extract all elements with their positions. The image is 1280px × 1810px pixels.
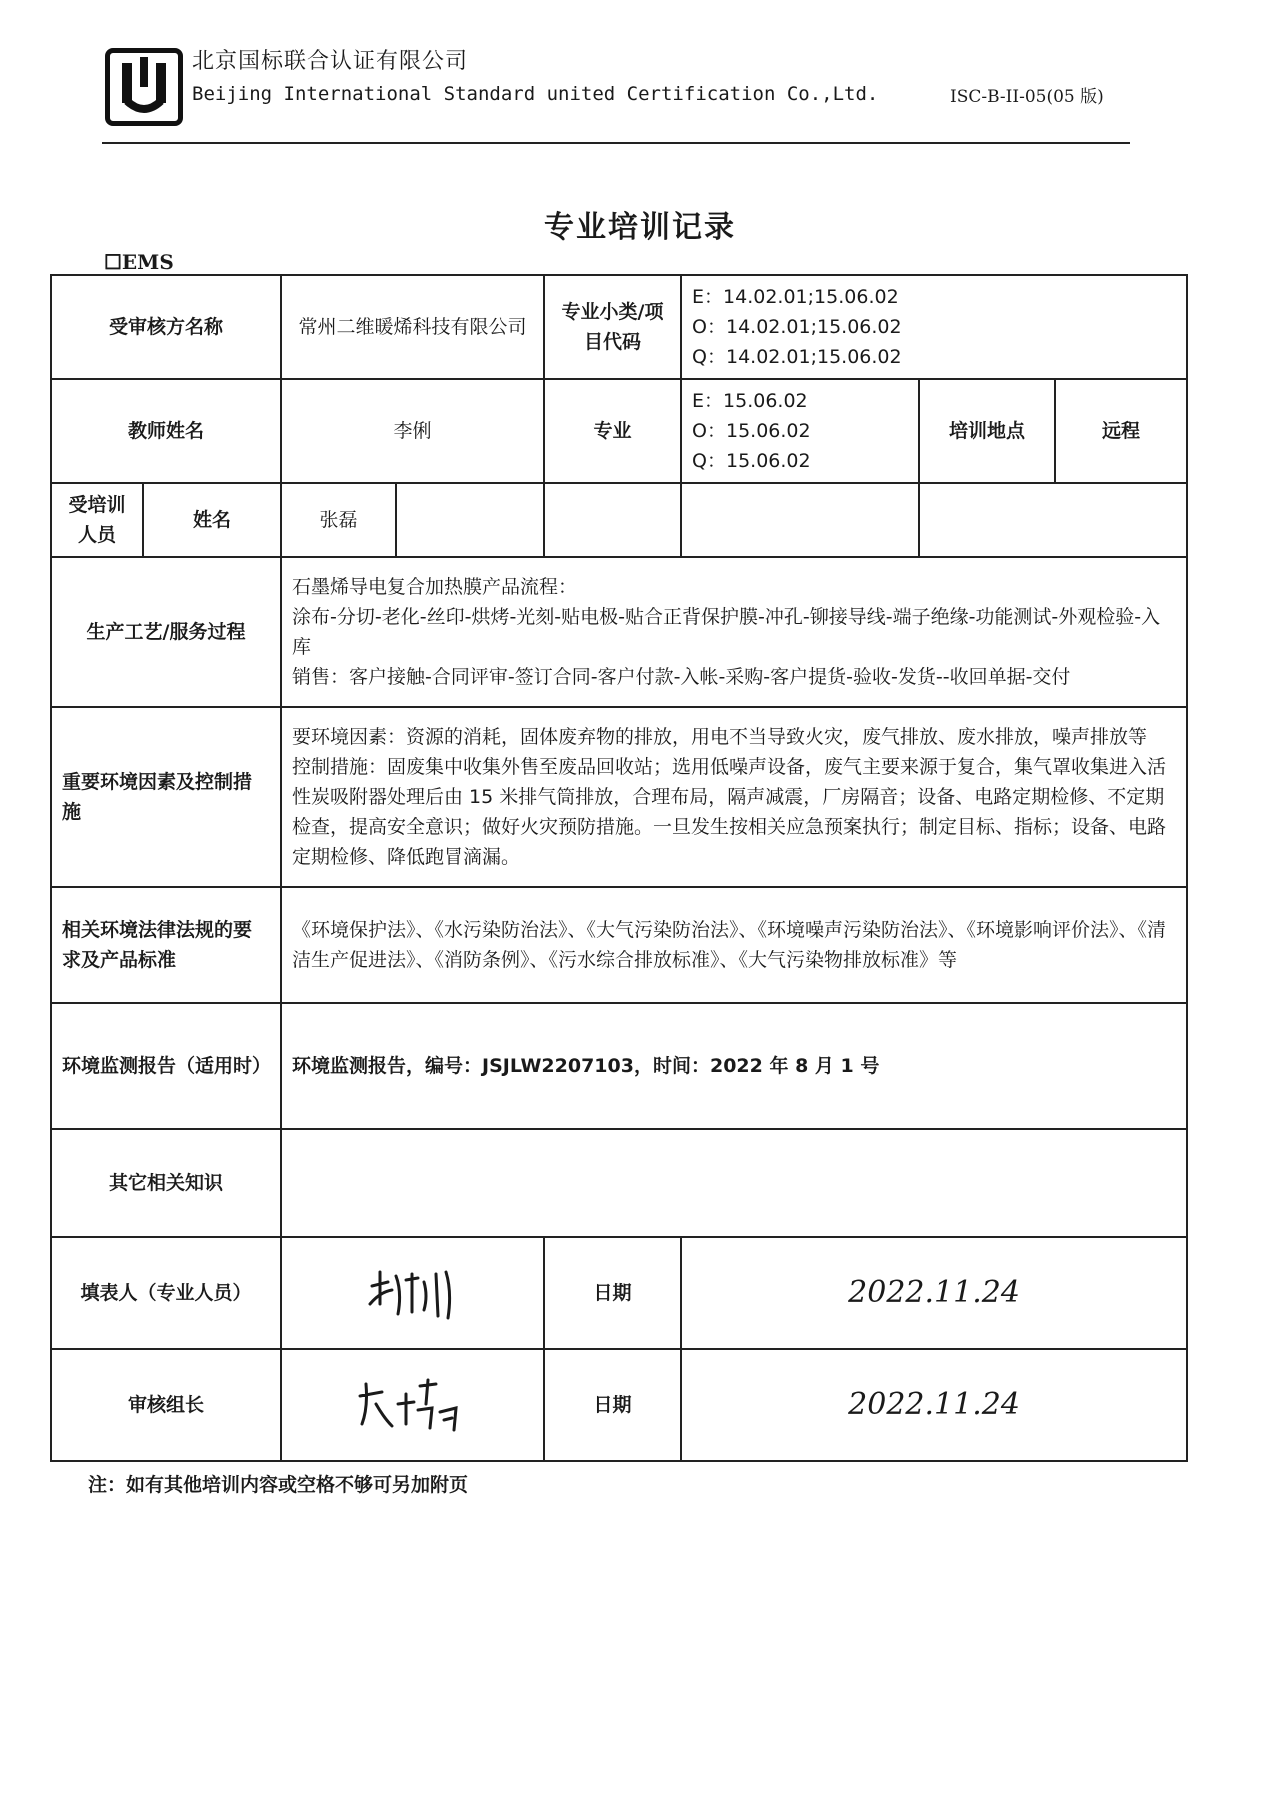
trainee-empty-cell [544, 483, 681, 557]
trainee-label: 受培训人员 [51, 483, 143, 557]
env-content [281, 707, 1187, 887]
filler-date-label: 日期 [544, 1237, 681, 1349]
document-title: 专业培训记录 [544, 210, 736, 245]
location-label: 培训地点 [919, 379, 1055, 483]
teacher-label: 教师姓名 [51, 379, 281, 483]
law-label: 相关环境法律法规的要求及产品标准 [51, 887, 281, 1003]
trainee-row [51, 483, 1187, 557]
trainee-empty-cell [396, 483, 544, 557]
training-record-table [50, 274, 1188, 1462]
auditee-label: 受审核方名称 [51, 275, 281, 379]
category-code-e: E：14.02.01;15.06.02 [692, 286, 899, 308]
env-measures: 控制措施：固废集中收集外售至废品回收站；选用低噪声设备，废气主要来源于复合，集气罩收集进入活性炭吸附器处理后由 15 米排气筒排放，合理布局，隔声减震，厂房隔音；设备、电路定期检修、不定期检查，提高安全意识；做好火灾预防措施。一旦发生按相关应急预案执行；制定目标、指标；设备、电路定期检修、降低跑冒滴漏。 [292, 756, 1167, 868]
trainee-empty-cell [919, 483, 1187, 557]
trainee-name-value: 张磊 [281, 483, 396, 557]
leader-label: 审核组长 [51, 1349, 281, 1461]
process-line: 涂布-分切-老化-丝印-烘烤-光刻-贴电极-贴合正背保护膜-冲孔-铆接导线-端子绝缘-功能测试-外观检验-入库 [292, 606, 1161, 658]
process-line: 销售：客户接触-合同评审-签订合同-客户付款-入帐-采购-客户提货-验收-发货--收回单据-交付 [292, 666, 1071, 688]
monitor-label: 环境监测报告（适用时） [51, 1003, 281, 1129]
header-divider [102, 142, 1130, 144]
leader-signature [281, 1349, 544, 1461]
leader-signature-icon [348, 1374, 478, 1436]
env-row [51, 707, 1187, 887]
env-factors: 要环境因素：资源的消耗，固体废弃物的排放，用电不当导致火灾，废气排放、废水排放，噪声排放等 [292, 726, 1148, 748]
major-label: 专业 [544, 379, 681, 483]
category-label: 专业小类/项目代码 [544, 275, 681, 379]
trainee-name-label: 姓名 [143, 483, 281, 557]
process-content [281, 557, 1187, 707]
auditee-value: 常州二维暖烯科技有限公司 [281, 275, 544, 379]
company-name-block [192, 44, 878, 105]
law-row [51, 887, 1187, 1003]
ems-checkbox-label: ☐EMS [104, 250, 174, 274]
footnote: 注：如有其他培训内容或空格不够可另加附页 [88, 1474, 469, 1496]
monitor-row [51, 1003, 1187, 1129]
major-code-o: O：15.06.02 [692, 420, 811, 442]
filler-row [51, 1237, 1187, 1349]
auditee-row [51, 275, 1187, 379]
process-label: 生产工艺/服务过程 [51, 557, 281, 707]
company-name-en: Beijing International Standard united Certification Co.,Ltd. [192, 83, 879, 105]
major-code-e: E：15.06.02 [692, 390, 808, 412]
process-row [51, 557, 1187, 707]
major-code-q: Q：15.06.02 [692, 450, 811, 472]
leader-row [51, 1349, 1187, 1461]
category-code-o: O：14.02.01;15.06.02 [692, 316, 902, 338]
other-label: 其它相关知识 [51, 1129, 281, 1237]
env-label: 重要环境因素及控制措施 [51, 707, 281, 887]
trainee-empty-cell [681, 483, 919, 557]
company-name-cn: 北京国标联合认证有限公司 [192, 49, 469, 74]
logo-mark-icon [110, 53, 178, 121]
other-row [51, 1129, 1187, 1237]
category-code-q: Q：14.02.01;15.06.02 [692, 346, 902, 368]
leader-date-label: 日期 [544, 1349, 681, 1461]
monitor-content: 环境监测报告，编号：JSJLW2207103，时间：2022 年 8 月 1 号 [281, 1003, 1187, 1129]
leader-date-value: 2022.11.24 [681, 1349, 1187, 1461]
law-content: 《环境保护法》、《水污染防治法》、《大气污染防治法》、《环境噪声污染防治法》、《环境影响评价法》、《清洁生产促进法》、《消防条例》、《污水综合排放标准》、《大气污染物排放标准》等 [281, 887, 1187, 1003]
location-value: 远程 [1055, 379, 1187, 483]
filler-label: 填表人（专业人员） [51, 1237, 281, 1349]
major-codes [681, 379, 919, 483]
process-line: 石墨烯导电复合加热膜产品流程： [292, 576, 578, 598]
filler-signature [281, 1237, 544, 1349]
teacher-value: 李俐 [281, 379, 544, 483]
filler-signature-icon [358, 1262, 468, 1324]
category-codes [681, 275, 1187, 379]
document-code: ISC-B-II-05(05 版) [950, 87, 1104, 107]
teacher-row [51, 379, 1187, 483]
other-content [281, 1129, 1187, 1237]
filler-date-value: 2022.11.24 [681, 1237, 1187, 1349]
company-logo [105, 48, 183, 126]
